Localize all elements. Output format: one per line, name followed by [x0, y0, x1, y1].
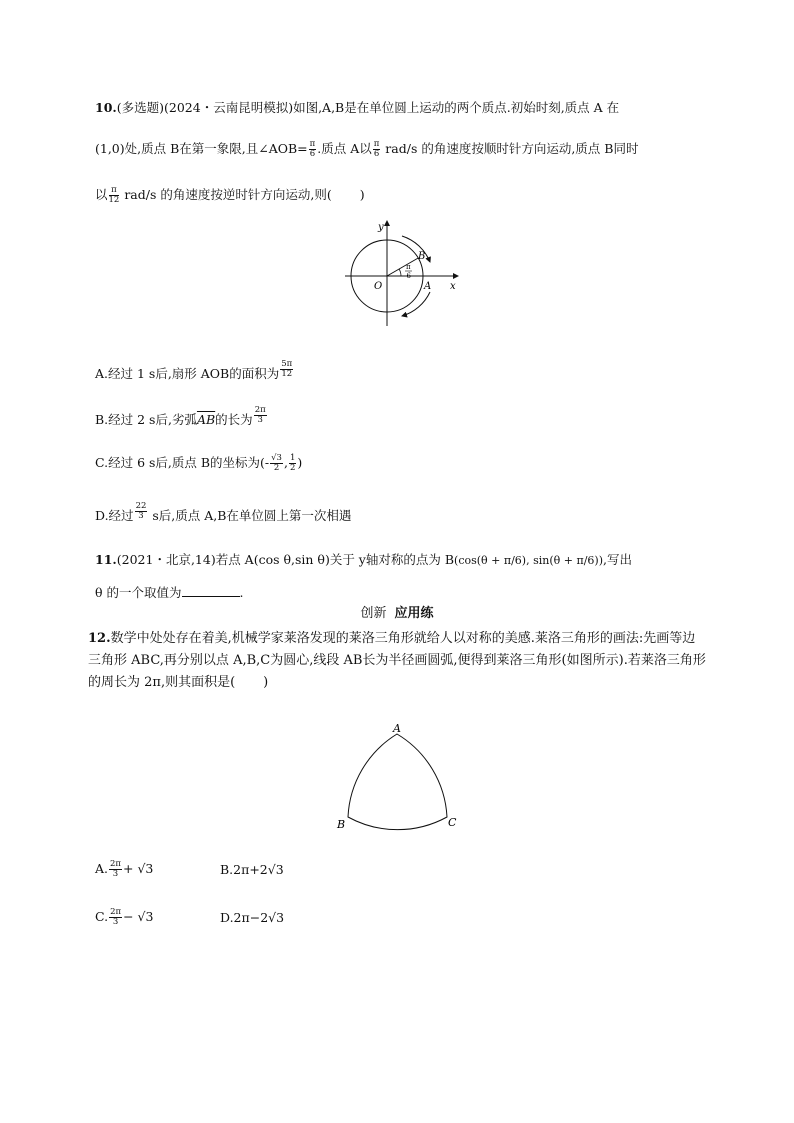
label-B: B	[418, 251, 426, 262]
q10-line3-text-a: 以	[95, 187, 108, 202]
q10-line2	[95, 140, 638, 159]
q10-line3	[95, 186, 365, 205]
q10-option-b	[95, 406, 268, 428]
q11-point-b: (cos(θ + π/6), sin(θ + π/6))	[454, 554, 603, 567]
q11-text-a: (2021・北京,14)若点 A(cos θ,sin θ)关于 y轴对称的点为 B	[116, 552, 455, 567]
q12-option-a	[95, 860, 153, 879]
clockwise-arrow	[402, 292, 430, 316]
option-c-suffix: )	[297, 455, 303, 470]
option-c-fraction-1: $\frac{√3}{2}$	[271, 453, 282, 473]
label-B: B	[337, 818, 346, 831]
option-a-text: A.经过 1 s后,扇形 AOB的面积为	[95, 366, 280, 381]
fraction-pi-over-6: $\frac{\pi}{6}$	[309, 139, 316, 159]
q10-line1	[95, 100, 619, 116]
q10-line3-close-paren: )	[359, 187, 365, 202]
q11-line2-text: θ 的一个取值为	[95, 585, 182, 600]
q10-option-d	[95, 502, 351, 524]
q10-line3-text-b: rad/s 的角速度按逆时针方向运动,则(	[120, 187, 332, 202]
angle-label-num: π	[406, 263, 411, 271]
q10-unit-circle-figure	[340, 218, 465, 330]
q12-number: 12.	[88, 631, 111, 646]
angle-label-den: 6	[406, 272, 411, 280]
option-d-fraction: $\frac{22}{3}$	[135, 501, 147, 521]
option-b-fraction: $\frac{2\pi}{3}$	[254, 405, 266, 425]
reuleaux-triangle-figure	[330, 722, 465, 834]
option-c-sep: ,	[283, 455, 288, 470]
counterclockwise-arrow	[402, 236, 430, 262]
angle-arc	[399, 269, 401, 276]
section-heading-right: 应用练	[394, 606, 434, 621]
label-O: O	[374, 281, 383, 292]
q10-text-line1: (多选题)(2024・云南昆明模拟)如图,A,B是在单位圆上运动的两个质点.初始时刻,质点 A 在	[116, 100, 620, 115]
q11-line2-end: .	[239, 585, 244, 600]
q10-option-c	[95, 454, 302, 473]
q10-line2-text-a: (1,0)处,质点 B在第一象限,且∠AOB=	[95, 141, 308, 156]
q11-text-b: ,写出	[602, 552, 632, 567]
q12-option-c-fraction: $\frac{2\pi}{3}$	[110, 907, 122, 927]
label-A: A	[424, 281, 432, 292]
answer-blank[interactable]	[182, 584, 240, 597]
q12-option-d	[220, 910, 284, 926]
q12-paragraph	[88, 628, 708, 694]
q11-line2	[95, 584, 243, 601]
q11-line1	[95, 552, 632, 569]
section-heading-left: 创新	[360, 606, 387, 621]
label-C: C	[448, 816, 457, 829]
q10-option-a	[95, 360, 294, 382]
q10-line2-text-b: .质点 A以	[317, 141, 372, 156]
fraction-pi-over-6-speed: $\frac{\pi}{6}$	[373, 139, 380, 159]
option-d-text: D.经过	[95, 508, 134, 523]
q12-option-a-suffix: + √3	[123, 861, 154, 876]
q10-number: 10.	[95, 100, 117, 115]
q11-number: 11.	[95, 552, 117, 567]
q12-option-c-prefix: C.	[95, 909, 109, 924]
option-d-suffix: s后,质点 A,B在单位圆上第一次相遇	[148, 508, 352, 523]
option-b-text-mid: 的长为	[215, 412, 253, 427]
q12-option-c-suffix: − √3	[123, 909, 154, 924]
q12-option-d-text: D.2π−2√3	[220, 910, 285, 925]
fraction-pi-over-12: $\frac{\pi}{12}$	[108, 185, 120, 205]
q12-option-a-prefix: A.	[95, 861, 109, 876]
option-a-fraction: $\frac{5\pi}{12}$	[281, 359, 293, 379]
reuleaux-triangle	[348, 734, 447, 830]
q12-option-c	[95, 908, 153, 927]
arc-AB: $\overline{AB}$	[196, 412, 216, 427]
label-y: y	[378, 222, 384, 233]
section-heading	[0, 602, 794, 621]
q12-option-b-text: B.2π+2√3	[220, 862, 284, 877]
q12-close-paren: )	[263, 675, 269, 690]
label-A: A	[393, 722, 401, 735]
option-b-text: B.经过 2 s后,劣弧	[95, 412, 197, 427]
option-c-text: C.经过 6 s后,质点 B的坐标为(-	[95, 455, 270, 470]
segment-OB	[387, 258, 418, 276]
q12-option-b	[220, 862, 284, 878]
q12-text: 数学中处处存在着美,机械学家莱洛发现的莱洛三角形就给人以对称的美感.莱洛三角形的画法:先画等边三角形 ABC,再分别以点 A,B,C为圆心,线段 AB长为半径画圆弧,便得到莱洛三角形(如图所示).若莱洛三角形的周长为 2π,则其面积是(	[88, 631, 706, 690]
option-c-fraction-2: $\frac{1}{2}$	[289, 453, 296, 473]
label-x: x	[450, 281, 456, 292]
q10-line2-text-c: rad/s 的角速度按顺时针方向运动,质点 B同时	[381, 141, 639, 156]
q12-option-a-fraction: $\frac{2\pi}{3}$	[110, 859, 122, 879]
